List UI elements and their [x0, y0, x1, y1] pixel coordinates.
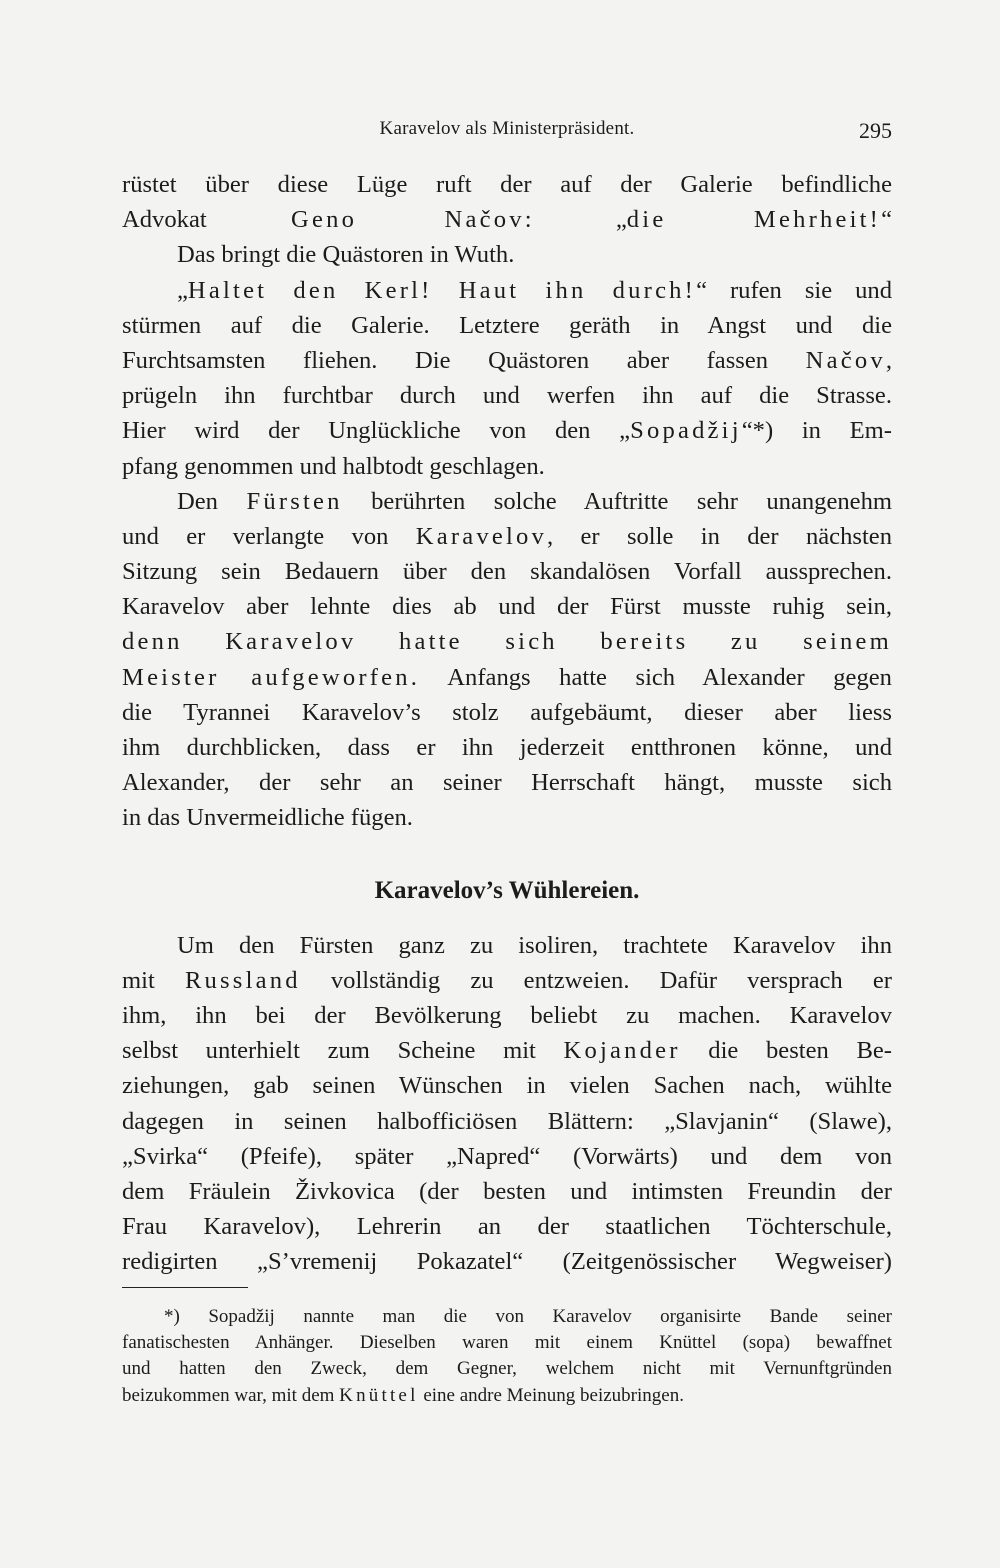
text-line: Furchtsamsten fliehen. Die Quästoren aber fassen Načov, [122, 346, 892, 374]
text-line: und er verlangte von Karavelov, er solle in der nächsten [122, 522, 892, 550]
text-line: selbst unterhielt zum Scheine mit Kojander die besten Be- [122, 1037, 892, 1065]
footnote-line: und hatten den Zweck, dem Gegner, welchem nicht mit Vernunftgründen [122, 1358, 892, 1380]
text-line: Advokat Geno Načov: „die Mehrheit!“ [122, 206, 892, 234]
text-line: Meister aufgeworfen. Anfangs hatte sich Alexander gegen [122, 663, 892, 691]
spaced-emphasis: Knüttel [339, 1384, 419, 1406]
text-line: prügeln ihn furchtbar durch und werfen ihn auf die Strasse. [122, 382, 892, 410]
footnote-divider [122, 1287, 248, 1288]
text-line: redigirten „S’vremenij Pokazatel“ (Zeitgenössischer Wegweiser) [122, 1248, 892, 1276]
footnote [122, 1304, 892, 1409]
text-line: Sitzung sein Bedauern über den skandalösen Vorfall aussprechen. [122, 558, 892, 586]
text-line: Frau Karavelov), Lehrerin an der staatlichen Töchterschule, [122, 1213, 892, 1241]
paragraph-group-2 [122, 928, 892, 1280]
spaced-emphasis: Karavelov [415, 522, 547, 550]
footnote-line: *) Sopadžij nannte man die von Karavelov organisirte Bande seiner [164, 1306, 892, 1327]
text-line: „Svirka“ (Pfeife), später „Napred“ (Vorwärts) und dem von [122, 1142, 892, 1170]
main-text [122, 167, 892, 1279]
text-line: ziehungen, gab seinen Wünschen in vielen Sachen nach, wühlte [122, 1072, 892, 1100]
spaced-emphasis: Sopadžij [630, 417, 742, 445]
text-line: die Tyrannei Karavelov’s stolz aufgebäumt, dieser aber liess [122, 698, 892, 726]
text-line: dem Fräulein Živkovica (der besten und intimsten Freundin der [122, 1177, 892, 1205]
text-line: ihm, ihn bei der Bevölkerung beliebt zu machen. Karavelov [122, 1001, 892, 1029]
running-title: Karavelov als Ministerpräsident. [379, 118, 635, 139]
paragraph-group-1 [122, 167, 892, 836]
text-line [122, 624, 892, 659]
footnote-line: fanatischesten Anhänger. Dieselben waren mit einem Knüttel (sopa) bewaffnet [122, 1332, 892, 1354]
text-line: „Haltet den Kerl! Haut ihn durch!“ rufen sie und [177, 276, 892, 304]
text-line: in das Unvermeidliche fügen. [122, 804, 413, 832]
text-line: mit Russland vollständig zu entzweien. Dafür versprach er [122, 966, 892, 994]
text-line: dagegen in seinen halbofficiösen Blättern: „Slavjanin“ (Slawe), [122, 1107, 892, 1135]
spaced-emphasis: denn Karavelov hatte sich bereits zu seinem [122, 628, 892, 656]
section-heading: Karavelov’s Wühlereien. [374, 876, 640, 904]
text-line: ihm durchblicken, dass er ihn jederzeit entthronen könne, und [122, 734, 892, 761]
text-line: Um den Fürsten ganz zu isoliren, trachtete Karavelov ihn [177, 931, 892, 959]
text-line: Den Fürsten berührten solche Auftritte sehr unangenehm [177, 487, 892, 515]
text-line: rüstet über diese Lüge ruft der auf der Galerie befindliche [122, 171, 892, 198]
page-header [122, 118, 892, 144]
spaced-emphasis: Načov [805, 346, 886, 374]
text-line: Alexander, der sehr an seiner Herrschaft hängt, musste sich [122, 769, 892, 797]
text-line: stürmen auf die Galerie. Letztere geräth in Angst und die [122, 311, 892, 339]
spaced-emphasis: Haltet den Kerl! Haut ihn durch! [187, 276, 697, 304]
text-line: Hier wird der Unglückliche von den „Sopadžij“*) in Em- [122, 417, 892, 445]
text-line: pfang genommen und halbtodt geschlagen. [122, 452, 545, 480]
footnote-line: beizukommen war, mit dem Knüttel eine andre Meinung beizubringen. [122, 1384, 684, 1406]
spaced-emphasis: Russland [184, 966, 301, 994]
spaced-emphasis: Fürsten [246, 487, 343, 515]
spaced-emphasis: Geno Načov [291, 206, 525, 234]
page-number: 295 [859, 118, 892, 143]
text-line: Karavelov aber lehnte dies ab und der Fürst musste ruhig sein, [122, 593, 892, 621]
spaced-emphasis: Kojander [563, 1037, 681, 1065]
spaced-emphasis: Meister aufgeworfen. [122, 663, 421, 691]
spaced-emphasis: die Mehrheit! [626, 206, 882, 234]
text-line: Das bringt die Quästoren in Wuth. [177, 241, 515, 269]
